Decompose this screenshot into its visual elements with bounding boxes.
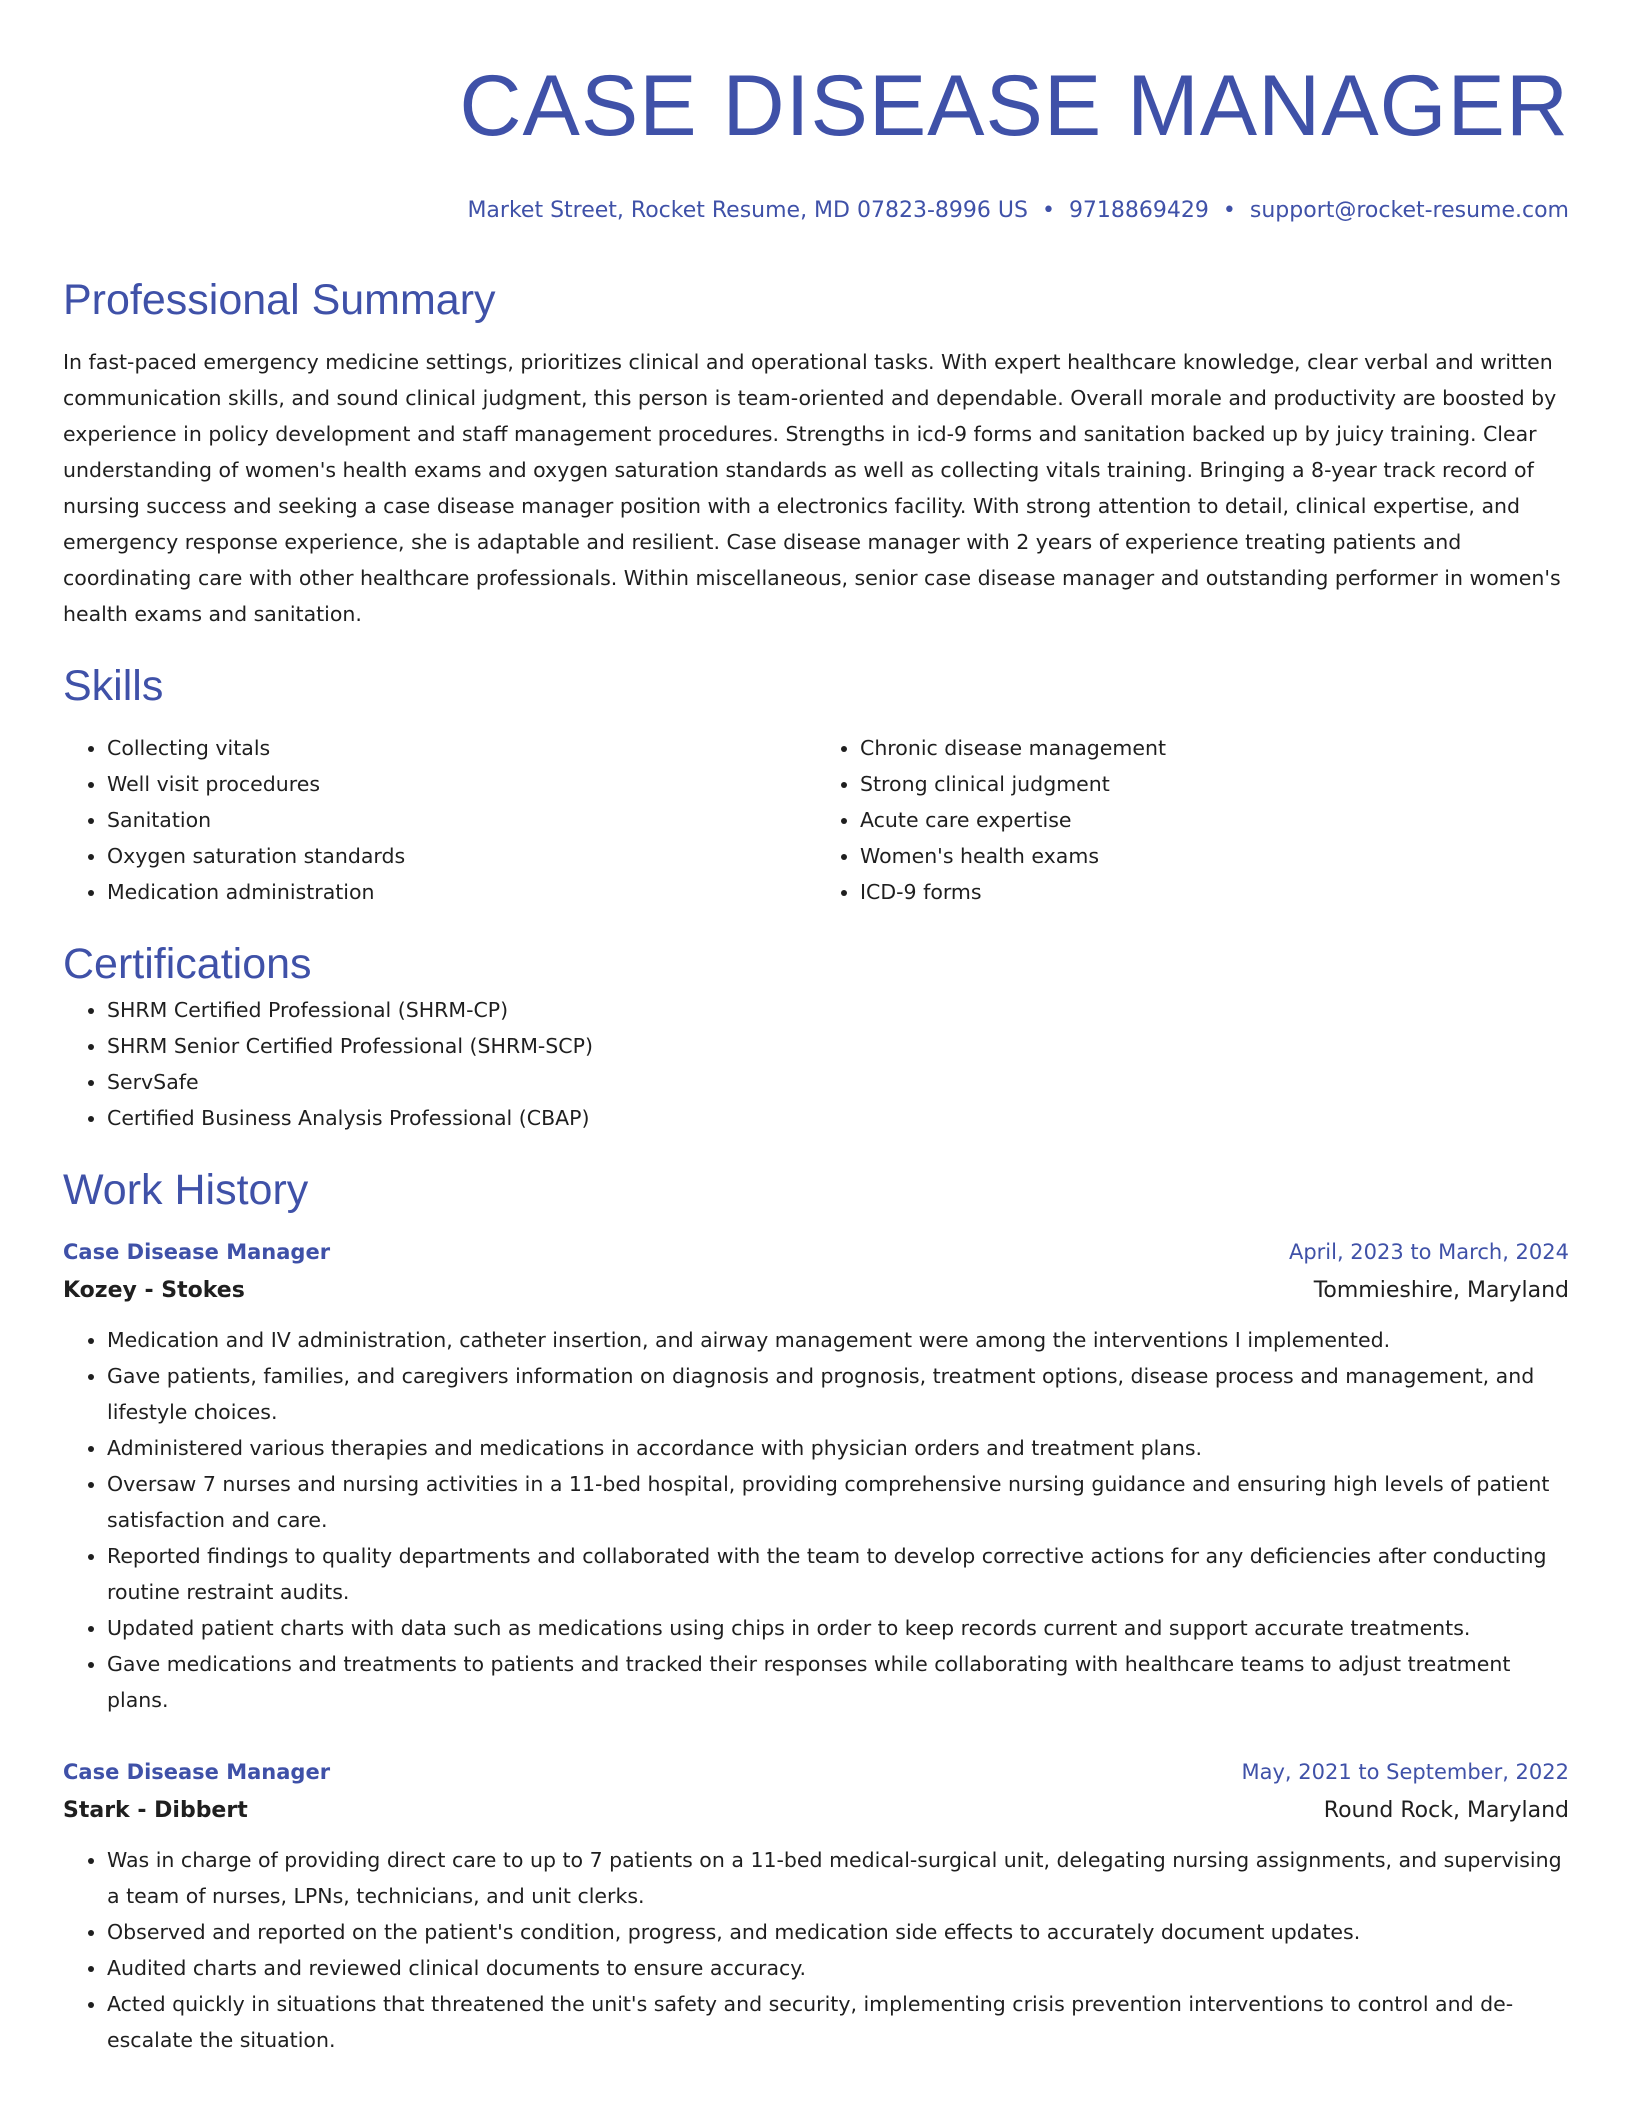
job-bullets	[63, 1322, 1569, 1718]
job-dates: April, 2023 to March, 2024	[1288, 1240, 1569, 1264]
job-bullet: • Gave patients, families, and caregivers information on diagnosis and prognosis, treatment options, disease process and management, and lifestyle choices.	[107, 1358, 1569, 1430]
contact-separator: •	[1222, 198, 1236, 223]
contact-email: support@rocket-resume.com	[1249, 198, 1569, 223]
job-bullets	[63, 1842, 1569, 2058]
job-bullet: • Medication and IV administration, catheter insertion, and airway management were among the interventions I implemented.	[107, 1322, 1569, 1358]
resume-header	[63, 56, 1569, 226]
skill-item: • Strong clinical judgment	[860, 766, 1569, 802]
skill-item: • Collecting vitals	[107, 730, 816, 766]
skill-item: • Well visit procedures	[107, 766, 816, 802]
job-location: Tommieshire, Maryland	[1313, 1278, 1569, 1303]
job-bullet: • Observed and reported on the patient's condition, progress, and medication side effects to accurately document updates.	[107, 1914, 1569, 1950]
contact-line	[63, 196, 1569, 226]
skill-item: • Acute care expertise	[860, 802, 1569, 838]
contact-separator: •	[1041, 198, 1055, 223]
job-title: Case Disease Manager	[63, 1760, 331, 1784]
skill-item: • Oxygen saturation standards	[107, 838, 816, 874]
job-bullet: • Updated patient charts with data such as medications using chips in order to keep records current and support accurate treatments.	[107, 1610, 1569, 1646]
skills-heading: Skills	[63, 662, 164, 710]
job-entry	[63, 1234, 1569, 1718]
job-company: Kozey - Stokes	[63, 1278, 245, 1303]
job-bullet: • Acted quickly in situations that threatened the unit's safety and security, implementing crisis prevention interventions to control and de-escalate the situation.	[107, 1986, 1569, 2058]
job-company-row	[63, 1270, 1569, 1312]
skills-list-right	[816, 730, 1569, 910]
contact-address: Market Street, Rocket Resume, MD 07823-8996 US	[467, 198, 1028, 223]
job-company: Stark - Dibbert	[63, 1798, 248, 1823]
certification-item: • SHRM Senior Certified Professional (SHRM-SCP)	[107, 1028, 1569, 1064]
skill-item: • Chronic disease management	[860, 730, 1569, 766]
job-bullet: • Reported findings to quality departments and collaborated with the team to develop corrective actions for any deficiencies after conducting routine restraint audits.	[107, 1538, 1569, 1610]
skill-item: • Sanitation	[107, 802, 816, 838]
job-title-row	[63, 1754, 1569, 1790]
certification-item: • SHRM Certified Professional (SHRM-CP)	[107, 992, 1569, 1028]
skill-item: • Medication administration	[107, 874, 816, 910]
job-bullet: • Was in charge of providing direct care to up to 7 patients on a 11-bed medical-surgical unit, delegating nursing assignments, and supervising a team of nurses, LPNs, technicians, and unit clerks.	[107, 1842, 1569, 1914]
job-location: Round Rock, Maryland	[1323, 1798, 1569, 1823]
candidate-name: CASE DISEASE MANAGER	[459, 58, 1569, 154]
job-title: Case Disease Manager	[63, 1240, 331, 1264]
skill-item: • Women's health exams	[860, 838, 1569, 874]
job-dates: May, 2021 to September, 2022	[1241, 1760, 1569, 1784]
job-bullet: • Oversaw 7 nurses and nursing activities in a 11-bed hospital, providing comprehensive nursing guidance and ensuring high levels of patient satisfaction and care.	[107, 1466, 1569, 1538]
skills-grid	[63, 730, 1569, 910]
skills-list-left	[63, 730, 816, 910]
job-bullet: • Administered various therapies and medications in accordance with physician orders and treatment plans.	[107, 1430, 1569, 1466]
certification-item: • ServSafe	[107, 1064, 1569, 1100]
certification-item: • Certified Business Analysis Professional (CBAP)	[107, 1100, 1569, 1136]
job-bullet: • Audited charts and reviewed clinical documents to ensure accuracy.	[107, 1950, 1569, 1986]
job-bullet: • Gave medications and treatments to patients and tracked their responses while collaborating with healthcare teams to adjust treatment plans.	[107, 1646, 1569, 1718]
contact-phone: 9718869429	[1068, 198, 1209, 223]
job-company-row	[63, 1790, 1569, 1832]
job-title-row	[63, 1234, 1569, 1270]
summary-text: In fast-paced emergency medicine settings, prioritizes clinical and operational tasks. With expert healthcare knowledge, clear verbal and written communication skills, and sound clinical judgment, this person is team-oriented and dependable. Overall morale and productivity are boosted by experience in policy development and staff management procedures. Strengths in icd-9 forms and sanitation backed up by juicy training. Clear understanding of women's health exams and oxygen saturation standards as well as collecting vitals training. Bringing a 8-year track record of nursing success and seeking a case disease manager position with a electronics facility. With strong attention to detail, clinical expertise, and emergency response experience, she is adaptable and resilient. Case disease manager with 2 years of experience treating patients and coordinating care with other healthcare professionals. Within miscellaneous, senior case disease manager and outstanding performer in women's health exams and sanitation.	[63, 350, 1561, 626]
work-history-heading: Work History	[63, 1166, 309, 1214]
skill-item: • ICD-9 forms	[860, 874, 1569, 910]
certifications-list	[63, 992, 1569, 1136]
certifications-heading: Certifications	[63, 940, 312, 988]
summary-heading: Professional Summary	[63, 276, 496, 324]
job-entry	[63, 1754, 1569, 2058]
